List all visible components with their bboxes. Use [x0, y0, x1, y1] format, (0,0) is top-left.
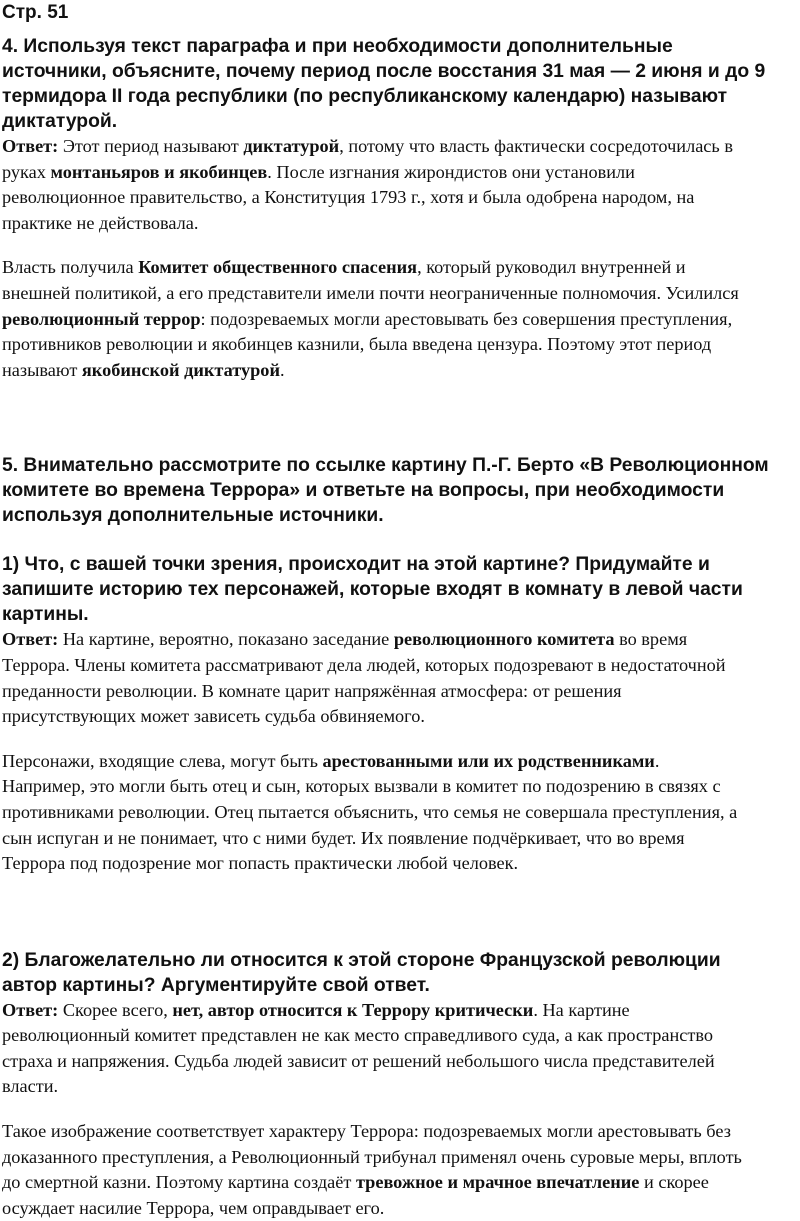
- bold-text: Ответ:: [2, 136, 59, 156]
- text-line: Персонажи, входящие слева, могут быть арестованными или их родственниками.: [2, 750, 660, 771]
- text-line: Террора. Члены комитета рассматривают дела людей, которых подозревают в недостаточной: [2, 654, 726, 675]
- bold-text: революционного комитета: [393, 629, 615, 650]
- answer-4-paragraph-2: [2, 255, 800, 383]
- text-line: Террора под подозрение мог попасть практически любой человек.: [2, 853, 519, 874]
- bold-text: арестованными или их родственниками: [322, 750, 655, 771]
- bold-text: нет, автор относится к Террору критически: [172, 999, 534, 1020]
- text-line: страха и напряжения. Судьба людей зависит от решений небольшого числа представителей: [2, 1050, 715, 1071]
- text-line: революционное правительство, а Конституция 1793 г., хотя и была одобрена народом, на: [2, 187, 695, 208]
- text-line: комитете во времена Террора» и ответьте на вопросы, при необходимости: [2, 480, 725, 502]
- text-line: доказанного преступления, а Революционный трибунал применял очень суровые меры, вплоть: [2, 1146, 742, 1167]
- text-line: осуждает насилие Террора, чем оправдывает его.: [2, 1197, 385, 1218]
- answer-5-2-paragraph-1: [2, 998, 800, 1100]
- question-5-2: [2, 948, 800, 998]
- text-line: преданности революции. В комнате царит напряжённая атмосфера: от решения: [2, 680, 622, 701]
- text-line: термидора II года республики (по республиканскому календарю) называют: [2, 86, 728, 107]
- text-line: Ответ: Скорее всего, нет, автор относится к Террору критически. На картине: [2, 999, 630, 1020]
- text-line: Ответ: На картине, вероятно, показано заседание революционного комитета во время: [2, 629, 688, 650]
- text-line: картины.: [2, 604, 89, 626]
- text-line: до смертной казни. Поэтому картина создаёт тревожное и мрачное впечатление и скорее: [2, 1172, 709, 1193]
- text-line: используя дополнительные источники.: [2, 505, 384, 527]
- text-line: практике не действовала.: [2, 212, 199, 233]
- text-line: диктатурой.: [2, 111, 118, 132]
- bold-text: Ответ:: [2, 629, 59, 650]
- text-line: 2) Благожелательно ли относится к этой стороне Французской революции: [2, 949, 721, 971]
- text-line: революционный террор: подозреваемых могли арестовывать без совершения преступления,: [2, 308, 733, 329]
- page-number: Стр. 51: [2, 2, 69, 23]
- text-line: Ответ: Этот период называют диктатурой, потому что власть фактически сосредоточилась в: [2, 136, 733, 156]
- text-line: внешней политикой, а его представители имели почти неограниченные полномочия. Усилился: [2, 282, 739, 303]
- text-line: автор картины? Аргументируйте свой ответ.: [2, 974, 430, 996]
- answer-5-2-paragraph-2: [2, 1119, 800, 1221]
- text-line: Например, это могли быть отец и сын, которых вызвали в комитет по подозрению в связях с: [2, 776, 721, 797]
- text-line: называют якобинской диктатурой.: [2, 359, 285, 380]
- bold-text: тревожное и мрачное впечатление: [355, 1172, 640, 1193]
- text-line: источники, объясните, почему период после восстания 31 мая — 2 июня и до 9: [2, 61, 766, 82]
- bold-text: якобинской диктатурой: [81, 359, 280, 380]
- text-line: руках монтаньяров и якобинцев. После изгнания жирондистов они установили: [2, 161, 635, 182]
- text-line: 5. Внимательно рассмотрите по ссылке картину П.-Г. Берто «В Революционном: [2, 455, 769, 477]
- text-line: противниками революции. Отец пытается объяснить, что семья не совершала преступления, а: [2, 801, 738, 822]
- bold-text: монтаньяров и якобинцев: [50, 161, 268, 182]
- bold-text: Комитет общественного спасения: [138, 257, 418, 278]
- text-line: присутствующих может зависеть судьба обвиняемого.: [2, 706, 425, 727]
- text-line: власти.: [2, 1076, 59, 1097]
- question-4: [2, 34, 800, 134]
- text-line: революционный комитет представлен не как место справедливого суда, а как пространство: [2, 1025, 714, 1046]
- text-line: Такое изображение соответствует характеру Террора: подозреваемых могли арестовывать без: [2, 1121, 731, 1142]
- answer-5-1-paragraph-2: [2, 749, 800, 877]
- answer-4-paragraph-1: [2, 134, 800, 236]
- text-line: 4. Используя текст параграфа и при необходимости дополнительные: [2, 36, 673, 57]
- bold-text: Ответ:: [2, 999, 59, 1020]
- text-line: сын испуган и не понимает, что с ними будет. Их появление подчёркивает, что во время: [2, 827, 685, 848]
- text-line: Власть получила Комитет общественного спасения, который руководил внутренней и: [2, 257, 686, 278]
- question-5-1: [2, 552, 800, 627]
- bold-text: диктатурой: [243, 136, 340, 156]
- text-line: противников революции и якобинцев казнили, была введена цензура. Поэтому этот период: [2, 334, 712, 355]
- text-line: 1) Что, с вашей точки зрения, происходит на этой картине? Придумайте и: [2, 554, 710, 576]
- text-line: запишите историю тех персонажей, которые входят в комнату в левой части: [2, 579, 743, 601]
- question-5: [2, 453, 800, 528]
- answer-5-1-paragraph-1: [2, 627, 800, 729]
- bold-text: революционный террор: [2, 308, 201, 329]
